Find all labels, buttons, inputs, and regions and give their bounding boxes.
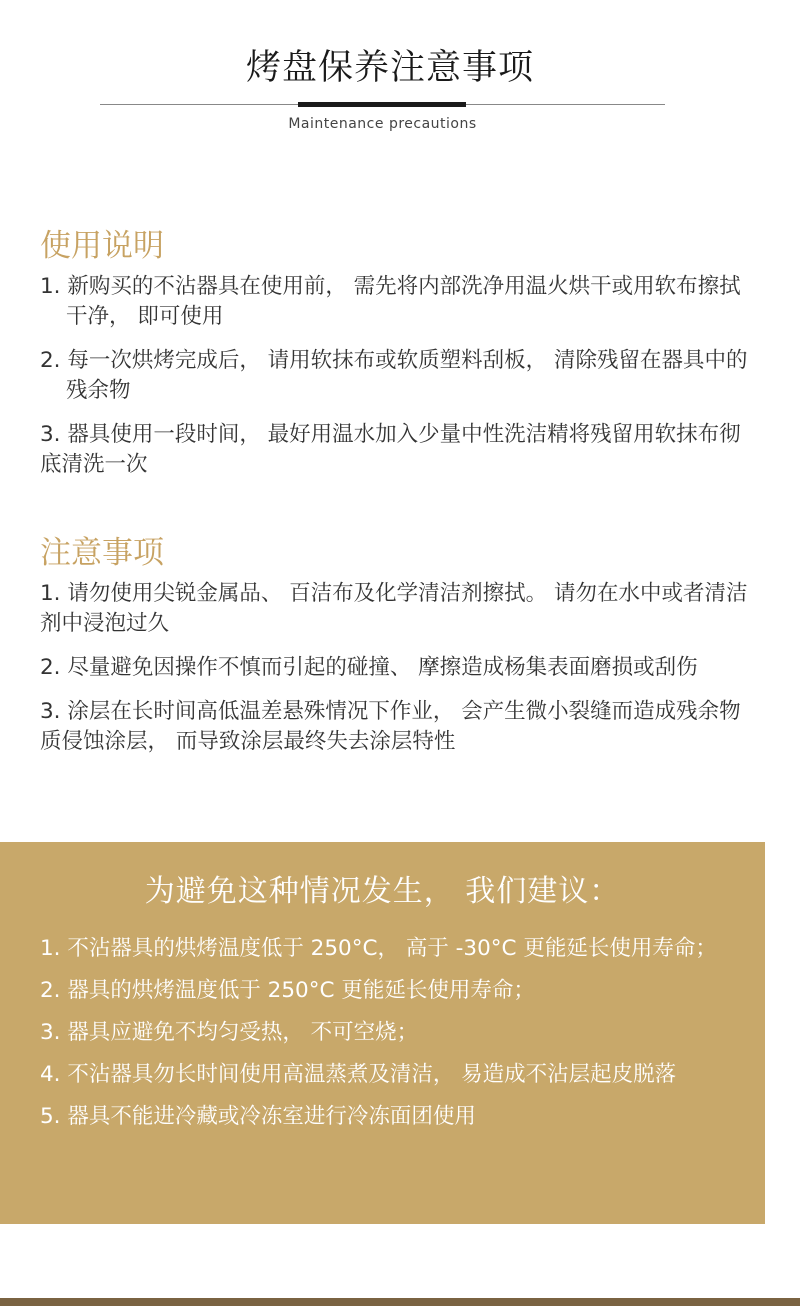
- advice-item-3: 3. 器具应避免不均匀受热， 不可空烧；: [40, 1020, 419, 1045]
- cautions-item-2: 2. 尽量避免因操作不慎而引起的碰撞、 摩擦造成杨集表面磨损或刮伤: [40, 655, 698, 680]
- cautions-list: [40, 579, 750, 757]
- usage-item-1: 1. 新购买的不沾器具在使用前， 需先将内部洗净用温火烘干或用软布擦拭干净， 即可使用: [40, 274, 741, 329]
- advice-item-4: 4. 不沾器具勿长时间使用高温蒸煮及清洁， 易造成不沾层起皮脱落: [40, 1062, 677, 1087]
- usage-section: [40, 226, 750, 494]
- cautions-section: [40, 533, 750, 771]
- page-title: 烤盘保养注意事项: [245, 48, 534, 88]
- advice-item-5: 5. 器具不能进冷藏或冷冻室进行冷冻面团使用: [40, 1104, 476, 1129]
- usage-list: [40, 272, 750, 480]
- page-subtitle: Maintenance precautions: [288, 116, 477, 132]
- usage-item-2: 2. 每一次烘烤完成后， 请用软抹布或软质塑料刮板， 清除残留在器具中的残余物: [40, 348, 748, 403]
- title-underline-bar: [298, 102, 466, 107]
- page-header: [0, 0, 800, 150]
- advice-list: [40, 934, 740, 1144]
- usage-item-3: 3. 器具使用一段时间， 最好用温水加入少量中性洗洁精将残留用软抹布彻底清洗一次: [40, 422, 741, 477]
- usage-heading: 使用说明: [40, 228, 164, 264]
- cautions-item-3: 3. 涂层在长时间高低温差悬殊情况下作业， 会产生微小裂缝而造成残余物质侵蚀涂层， 而导致涂层最终失去涂层特性: [40, 699, 741, 754]
- bottom-bar: [0, 1298, 800, 1306]
- advice-item-2: 2. 器具的烘烤温度低于 250°C 更能延长使用寿命；: [40, 978, 535, 1003]
- advice-item-1: 1. 不沾器具的烘烤温度低于 250°C， 高于 -30°C 更能延长使用寿命；: [40, 936, 717, 961]
- cautions-item-1: 1. 请勿使用尖锐金属品、 百洁布及化学清洁剂擦拭。 请勿在水中或者清洁剂中浸泡过久: [40, 581, 748, 636]
- advice-heading: 为避免这种情况发生， 我们建议：: [144, 874, 621, 909]
- cautions-heading: 注意事项: [40, 535, 164, 571]
